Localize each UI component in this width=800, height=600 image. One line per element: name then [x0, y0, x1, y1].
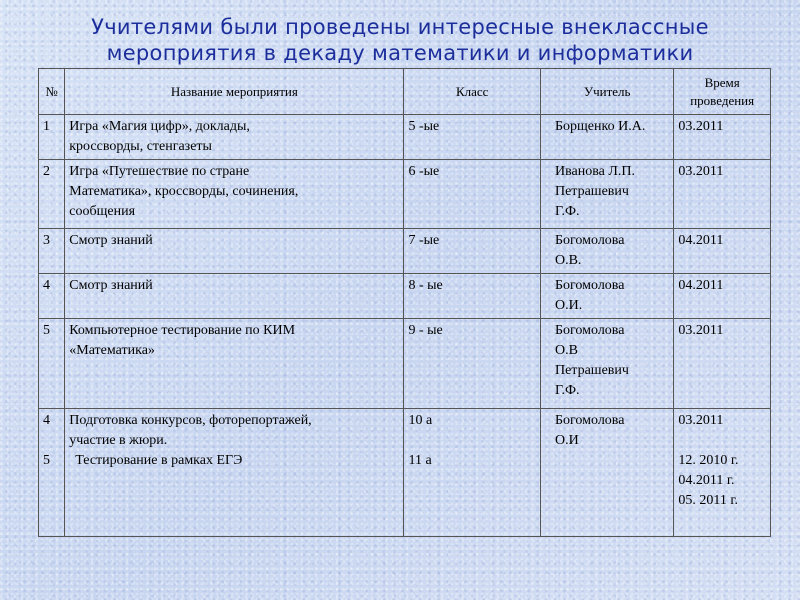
- cell-time: [674, 274, 771, 319]
- cell-teacher-line: О.И.: [554, 298, 583, 313]
- cell-num-b: 5: [43, 453, 50, 468]
- cell-time-b-line: 12. 2010 г.: [678, 453, 739, 468]
- cell-teacher-line: О.В: [554, 343, 578, 358]
- cell-class: [404, 409, 541, 537]
- cell-time: [674, 115, 771, 160]
- cell-teacher: [540, 274, 673, 319]
- cell-name: [65, 229, 404, 274]
- cell-name-line: сообщения: [69, 204, 136, 219]
- cell-time-line: 04.2011: [678, 278, 724, 293]
- cell-name-line: Компьютерное тестирование по КИМ: [69, 323, 296, 338]
- cell-class-a: 10 а: [408, 413, 433, 428]
- cell-num: 4: [39, 274, 65, 319]
- header-num: №: [39, 69, 65, 115]
- cell-num: 5: [39, 319, 65, 409]
- events-table: [38, 68, 771, 537]
- cell-name: [65, 274, 404, 319]
- cell-name: [65, 115, 404, 160]
- cell-name: [65, 160, 404, 229]
- cell-teacher-line: Г.Ф.: [554, 383, 580, 398]
- cell-time-line: 03.2011: [678, 119, 724, 134]
- cell-teacher-line: Г.Ф.: [554, 204, 580, 219]
- cell-teacher-line: Борщенко И.А.: [554, 119, 646, 134]
- header-time: [674, 69, 771, 115]
- header-time-line-1: Время: [704, 74, 740, 90]
- cell-time: [674, 319, 771, 409]
- table-row: [39, 229, 771, 274]
- cell-name-b: Тестирование в рамках ЕГЭ: [75, 453, 243, 468]
- cell-class: 7 -ые: [404, 229, 541, 274]
- cell-class: 8 - ые: [404, 274, 541, 319]
- header-time-line-2: проведения: [690, 92, 755, 108]
- cell-name-line: Подготовка конкурсов, фоторепортажей,: [69, 413, 312, 428]
- cell-class: 5 -ые: [404, 115, 541, 160]
- cell-teacher: [540, 160, 673, 229]
- cell-teacher: [540, 115, 673, 160]
- cell-num: 1: [39, 115, 65, 160]
- title-line-2: мероприятия в декаду математики и информатики: [106, 41, 694, 65]
- cell-teacher-line: О.В.: [554, 253, 582, 268]
- cell-name-line: кроссворды, стенгазеты: [69, 139, 212, 154]
- cell-teacher-line: Иванова Л.П.: [554, 164, 635, 179]
- cell-teacher-line: Богомолова: [554, 233, 625, 248]
- table-row: [39, 409, 771, 537]
- cell-time: [674, 409, 771, 537]
- cell-name-line: «Математика»: [69, 343, 155, 358]
- cell-teacher-line: Богомолова: [554, 278, 625, 293]
- cell-name: [65, 409, 404, 537]
- cell-teacher: [540, 229, 673, 274]
- cell-num: 2: [39, 160, 65, 229]
- cell-name-line: участие в жюри.: [69, 433, 168, 448]
- cell-teacher-line: Петрашевич: [554, 184, 629, 199]
- title-line-1: Учителями были проведены интересные внеклассные: [91, 15, 709, 39]
- cell-name-line: Игра «Путешествие по стране: [69, 164, 250, 179]
- cell-num: 3: [39, 229, 65, 274]
- table-row: [39, 274, 771, 319]
- cell-time-line: 04.2011: [678, 233, 724, 248]
- cell-name-line: Смотр знаний: [69, 278, 153, 293]
- cell-name-line: Математика», кроссворды, сочинения,: [69, 184, 299, 199]
- table-header-row: [39, 69, 771, 115]
- table-row: [39, 319, 771, 409]
- table-row: [39, 115, 771, 160]
- cell-teacher-line: Богомолова: [554, 323, 625, 338]
- cell-num-a: 4: [43, 413, 50, 428]
- cell-time-a: 03.2011: [678, 413, 724, 428]
- cell-teacher-line: О.И: [554, 433, 579, 448]
- cell-time-line: 03.2011: [678, 323, 724, 338]
- cell-time-b-line: 04.2011 г.: [678, 473, 735, 488]
- cell-class: 6 -ые: [404, 160, 541, 229]
- cell-teacher-line: Петрашевич: [554, 363, 629, 378]
- header-name: Название мероприятия: [65, 69, 404, 115]
- cell-teacher: [540, 409, 673, 537]
- cell-num: [39, 409, 65, 537]
- cell-name: [65, 319, 404, 409]
- page-title: [0, 14, 800, 66]
- table-row: [39, 160, 771, 229]
- cell-class-b: 11 а: [408, 453, 432, 468]
- header-teacher: Учитель: [540, 69, 673, 115]
- cell-teacher-line: Богомолова: [554, 413, 625, 428]
- cell-teacher: [540, 319, 673, 409]
- header-class: Класс: [404, 69, 541, 115]
- cell-time: [674, 160, 771, 229]
- cell-time-line: 03.2011: [678, 164, 724, 179]
- cell-time-b-line: 05. 2011 г.: [678, 493, 739, 508]
- cell-time: [674, 229, 771, 274]
- cell-name-line: Смотр знаний: [69, 233, 153, 248]
- cell-class: 9 - ые: [404, 319, 541, 409]
- cell-name-line: Игра «Магия цифр», доклады,: [69, 119, 250, 134]
